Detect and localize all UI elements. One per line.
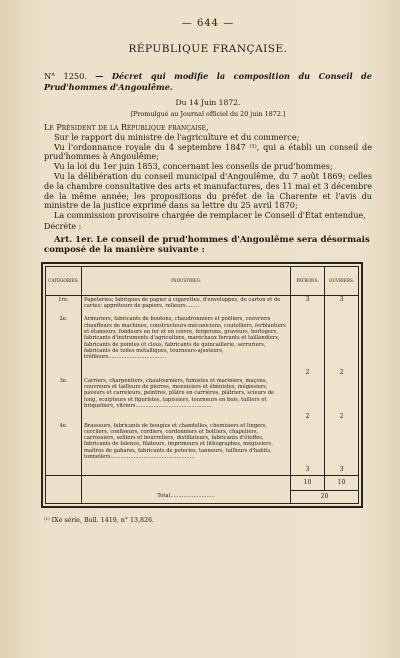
industries-cell: Carriers, charpentiers, chaufourniers, fumistes et mariniers, maçons, couvreurs et tailleurs de pierres, menuisiers et ébénistes, mégissiers, paveurs et carreleurs, peintres, plâtre en carrières, plâtriers, scieurs de long, sculpteurs et figuristes, tapissiers, tourneurs en bois, tuiliers et briquetiers, vitriers..............................................: [82, 377, 291, 422]
category-cell: 1re.: [46, 295, 82, 315]
article-1: Art. 1er. Le conseil de prud'hommes d'Angoulême sera désormais composé de la manière suivante :: [44, 234, 370, 256]
category-cell: 2e.: [46, 315, 82, 376]
category-cell: 3e.: [46, 377, 82, 422]
subtotal-patrons: 10: [291, 475, 325, 490]
considerant-1: Sur le rapport du ministre de l'agriculture et du commerce;: [54, 131, 300, 142]
total-label: Total...........................: [82, 490, 291, 503]
considerant-2: Vu l'ordonnance royale du 4 septembre 1847 ⁽¹⁾, qui a établi un conseil de prud'hommes à Angoulême;: [44, 141, 372, 162]
table-row: [46, 315, 359, 376]
table-header-row: [46, 266, 359, 295]
decree-number: N° 1250.: [44, 71, 87, 81]
category-cell: 4e.: [46, 422, 82, 476]
patrons-cell: 2: [291, 315, 325, 376]
decree-title: — Décret qui modifie la composition du Conseil de Prud'hommes d'Angoulême.: [44, 71, 372, 92]
considerant-4: Vu la délibération du conseil municipal d'Angoulême, du 7 août 1869; celles de la chambre consultative des arts et manufactures, des 11 mai et 3 décembre de la même année; les propositions du préfet de la Charente et l'avis du ministre de la justice exprimé dans sa lettre du 25 avril 1870;: [44, 170, 372, 211]
ouvriers-cell: 2: [325, 315, 359, 376]
table-row: [46, 422, 359, 476]
patrons-cell: 3: [291, 295, 325, 315]
decree-heading: [44, 71, 372, 92]
page-number: — 644 —: [181, 18, 235, 29]
header-industries: INDUSTRIES.: [82, 266, 291, 295]
header-patrons: PATRONS.: [291, 266, 325, 295]
republic-heading: RÉPUBLIQUE FRANÇAISE.: [128, 43, 288, 55]
subtotal-row: [46, 475, 359, 490]
patrons-cell: 2: [291, 377, 325, 422]
composition-table: [45, 266, 359, 504]
industries-cell: Papeteries; fabriques de papier à cigarettes, d'enveloppes, de carton et de cartes; appréteurs de papiers, relieurs........: [82, 295, 291, 315]
composition-table-frame: [41, 262, 363, 508]
president-line: Le Président de la République française,: [44, 122, 209, 132]
ouvriers-cell: 3: [325, 295, 359, 315]
table-row: [46, 377, 359, 422]
decree-date: Du 14 Juin 1872.: [175, 98, 241, 107]
subtotal-ouvriers: 10: [325, 475, 359, 490]
ouvriers-cell: 3: [325, 422, 359, 476]
considerant-3: Vu la loi du 1er juin 1853, concernant les conseils de prud'hommes;: [54, 161, 333, 172]
table-row: [46, 295, 359, 315]
total-value: 20: [291, 490, 359, 503]
header-ouvriers: OUVRIERS.: [325, 266, 359, 295]
promulgation-note: [Promulgué au Journal officiel du 20 juin 1872.]: [130, 110, 286, 118]
patrons-cell: 3: [291, 422, 325, 476]
ouvriers-cell: 2: [325, 377, 359, 422]
decrete-line: Décrète :: [44, 221, 82, 231]
industries-cell: Armuriers, fabricants de boutons, chaudronniers et poëliers, couvriers chauffeurs de machines, constructeurs-mécaniciens, coutelliers, ferblantiers et étameurs, fondeurs en fer et en cuivre, forgerons, graveurs, horlogers, fabricants d'instruments d'agriculture, maréchaux ferrants et taillandiers, fabricants de pointes et clous, fabricants de quincaillerie, serruriers, fabricants de toiles métalliques, tourneurs-ajusteurs, tréfileurs...................................: [82, 315, 291, 376]
industries-cell: Brasseurs, fabricants de bougies et chandelles, chemisiers et lingers, cercliers, confiseurs, cordiers, cordonniers et bottiers, chapeliers, carrossiers, selliers et bourreliers, distillateurs, fabricants d'étoffes, fabricants de faïence, filateurs, imprimeurs et lithographes, mégissiers, maîtres de gabares, fabricants de poteries, tanneurs, tailleurs d'habits, tonneliers...................................................: [82, 422, 291, 476]
header-categories: CATÉGORIES.: [46, 266, 82, 295]
total-row: [46, 490, 359, 503]
considerant-5: La commission provisoire chargée de remplacer le Conseil d'État entendue,: [54, 210, 366, 221]
footnote: ⁽¹⁾ IXe série, Bull. 1419, n° 13,826.: [44, 516, 155, 524]
